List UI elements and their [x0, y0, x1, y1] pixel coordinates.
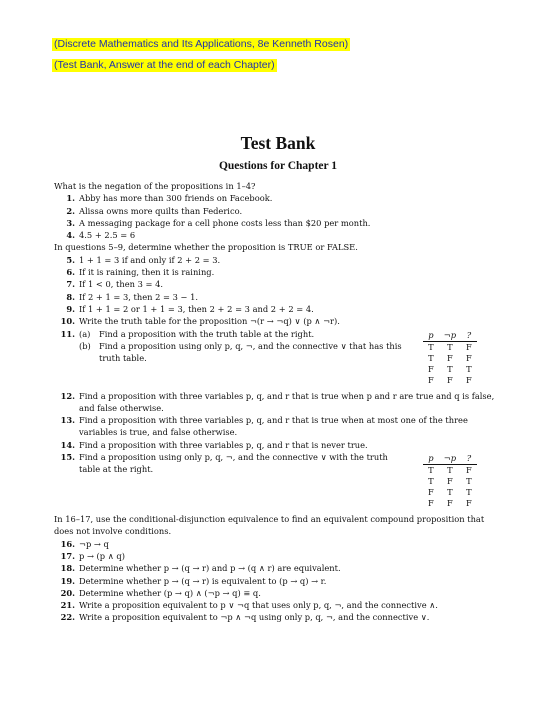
question-4 — [54, 229, 506, 241]
question-text: p → (p ∧ q) — [79, 550, 125, 561]
question-11 — [54, 328, 409, 365]
question-text: Find a proposition with three variables p, q, and r that is true when at most one of the three variables is true, and false otherwise. — [79, 415, 468, 438]
question-text: 4.5 + 2.5 = 6 — [79, 230, 136, 241]
question-11-group — [54, 328, 506, 390]
table-cell: F — [466, 498, 472, 509]
table-cell: F — [447, 498, 453, 509]
table-cell: F — [466, 465, 472, 476]
question-13 — [54, 414, 506, 439]
question-19 — [54, 575, 506, 587]
question-7 — [54, 278, 506, 290]
question-text: Determine whether (p → q) ∧ (¬p → q) ≡ q. — [79, 587, 261, 598]
question-text: Determine whether p → (q → r) is equivalent to (p → q) → r. — [79, 575, 327, 586]
question-number: 11. — [60, 328, 75, 339]
table-row — [423, 341, 477, 353]
question-18 — [54, 562, 506, 574]
question-number: 5. — [66, 254, 75, 265]
question-text: If 1 + 1 = 2 or 1 + 1 = 3, then 2 + 2 = 3 and 2 + 2 = 4. — [79, 303, 314, 314]
part-label: (a) — [79, 328, 91, 339]
table-row — [423, 353, 477, 364]
table-cell: T — [466, 363, 472, 374]
question-2 — [54, 205, 506, 217]
question-number: 4. — [66, 230, 75, 241]
question-text: Find a proposition with three variables p, q, and r that is true when p and r are true and q is false, and false otherwise. — [79, 390, 495, 413]
table-cell: T — [447, 363, 453, 374]
question-number: 21. — [60, 600, 75, 611]
question-number: 22. — [60, 612, 75, 623]
question-text: Write a proposition equivalent to ¬p ∧ ¬q using only p, q, ¬, and the connective ∨. — [79, 612, 430, 623]
question-text: Alissa owns more quilts than Federico. — [79, 205, 243, 216]
question-number: 13. — [60, 415, 75, 426]
answer-note: (Test Bank, Answer at the end of each Chapter) — [54, 59, 275, 71]
question-text: Determine whether p → (q → r) and p → (q ∧ r) are equivalent. — [79, 563, 341, 574]
question-number: 2. — [66, 205, 75, 216]
table-cell: F — [428, 363, 434, 374]
question-text: Write a proposition equivalent to p ∨ ¬q that uses only p, q, ¬, and the connective ∧. — [79, 600, 438, 611]
table-cell: F — [466, 352, 472, 363]
column-header: p — [423, 453, 439, 465]
truth-table-15 — [423, 453, 477, 509]
table-row — [423, 476, 477, 487]
table-cell: T — [447, 465, 453, 476]
table-cell: F — [428, 498, 434, 509]
question-text: If 1 < 0, then 3 = 4. — [79, 279, 164, 290]
question-number: 15. — [60, 452, 75, 463]
table-cell: F — [428, 487, 434, 498]
question-22 — [54, 611, 506, 623]
question-11b — [79, 340, 409, 365]
question-text: Write the truth table for the proposition ¬(r → ¬q) ∨ (p ∧ ¬r). — [79, 316, 340, 327]
question-number: 3. — [66, 217, 75, 228]
question-9 — [54, 303, 506, 315]
question-list — [54, 180, 506, 624]
table-row — [423, 375, 477, 386]
page-title: Test Bank — [240, 133, 316, 153]
question-17 — [54, 550, 506, 562]
question-text: If it is raining, then it is raining. — [79, 267, 215, 278]
question-16 — [54, 538, 506, 550]
table-cell: T — [428, 341, 434, 352]
question-11a — [79, 328, 409, 340]
table-cell: T — [428, 465, 434, 476]
table-row — [423, 364, 477, 375]
question-number: 7. — [66, 279, 75, 290]
table-cell: T — [447, 487, 453, 498]
question-10 — [54, 315, 506, 327]
table-cell: T — [466, 487, 472, 498]
question-21 — [54, 599, 506, 611]
column-header: ? — [461, 453, 477, 465]
question-15 — [54, 451, 409, 476]
question-number: 14. — [60, 439, 75, 450]
question-14 — [54, 439, 506, 451]
question-3 — [54, 217, 506, 229]
intro-16-17: In 16–17, use the conditional-disjunction equivalence to find an equivalent compound proposition that does not involve conditions. — [54, 514, 485, 537]
question-5 — [54, 254, 506, 266]
question-text: Abby has more than 300 friends on Facebook. — [79, 193, 273, 204]
table-row — [423, 498, 477, 509]
question-text: Find a proposition using only p, q, ¬, and the connective ∨ with the truth table at the right. — [79, 452, 388, 475]
table-row — [423, 465, 477, 477]
intro-1-4: What is the negation of the propositions in 1–4? — [54, 181, 256, 191]
table-cell: F — [466, 374, 472, 385]
column-header: p — [423, 330, 439, 342]
table-cell: T — [428, 352, 434, 363]
truth-table-11 — [423, 330, 477, 386]
question-text: A messaging package for a cell phone costs less than $20 per month. — [79, 217, 371, 228]
table-cell: T — [428, 476, 434, 487]
table-cell: F — [447, 374, 453, 385]
column-header: ¬p — [439, 453, 461, 465]
question-number: 16. — [60, 538, 75, 549]
question-number: 12. — [60, 390, 75, 401]
question-8 — [54, 291, 506, 303]
question-20 — [54, 587, 506, 599]
column-header: ¬p — [439, 330, 461, 342]
question-number: 8. — [66, 291, 75, 302]
question-number: 1. — [66, 193, 75, 204]
question-1 — [54, 192, 506, 204]
question-number: 17. — [60, 550, 75, 561]
question-12 — [54, 390, 506, 415]
question-number: 9. — [66, 303, 75, 314]
chapter-subtitle: Questions for Chapter 1 — [218, 160, 338, 172]
table-cell: F — [447, 352, 453, 363]
intro-5-9: In questions 5–9, determine whether the proposition is TRUE or FALSE. — [54, 242, 358, 253]
table-cell: T — [447, 341, 453, 352]
column-header: ? — [461, 330, 477, 342]
table-cell: F — [428, 374, 434, 385]
question-6 — [54, 266, 506, 278]
part-label: (b) — [79, 340, 91, 351]
question-text: 1 + 1 = 3 if and only if 2 + 2 = 3. — [79, 254, 221, 265]
table-cell: T — [466, 476, 472, 487]
part-text: Find a proposition using only p, q, ¬, and the connective ∨ that has this truth table. — [99, 340, 402, 364]
question-number: 10. — [60, 316, 75, 327]
table-cell: F — [447, 476, 453, 487]
part-text: Find a proposition with the truth table at the right. — [99, 328, 315, 339]
table-cell: F — [466, 341, 472, 352]
question-text: ¬p → q — [79, 538, 109, 549]
question-number: 6. — [66, 267, 75, 278]
question-text: If 2 + 1 = 3, then 2 = 3 − 1. — [79, 291, 199, 302]
question-number: 19. — [60, 575, 75, 586]
question-15-group — [54, 451, 506, 513]
table-row — [423, 487, 477, 498]
question-number: 20. — [60, 587, 75, 598]
question-number: 18. — [60, 563, 75, 574]
question-text: Find a proposition with three variables p, q, and r that is never true. — [79, 439, 368, 450]
source-note: (Discrete Mathematics and Its Applications, 8e Kenneth Rosen) — [54, 38, 349, 50]
